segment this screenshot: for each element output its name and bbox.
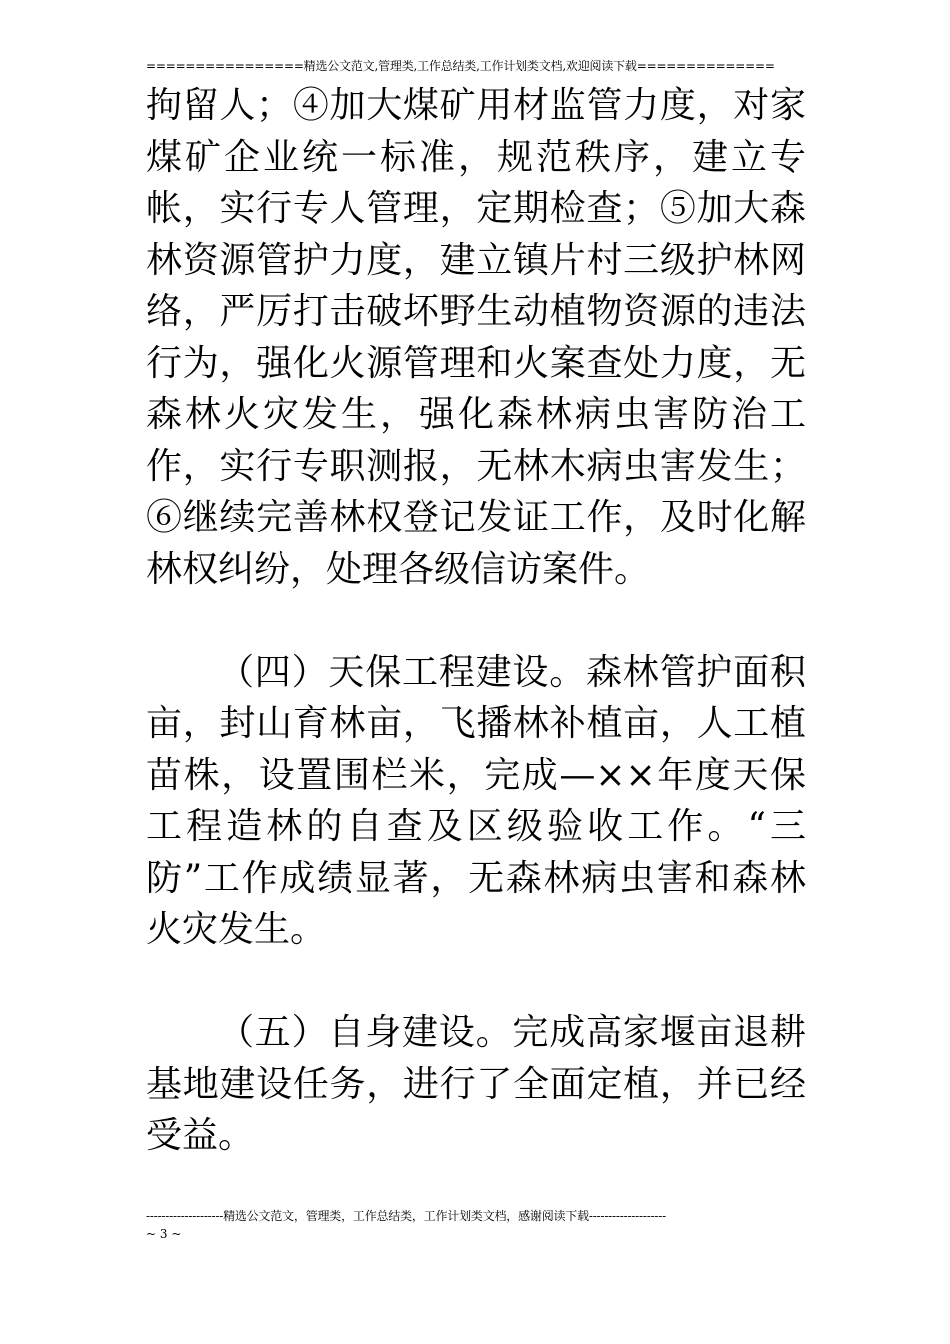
- paragraph-section-four: （四）天保工程建设。森林管护面积亩，封山育林亩，飞播林补植亩，人工植苗株，设置围栏米，完成—××年度天保工程造林的自查及区级验收工作。“三防”工作成绩显著，无森林病虫害和森林火灾发生。: [146, 651, 806, 950]
- paragraph-continued: 拘留人；④加大煤矿用材监管力度，对家煤矿企业统一标准，规范秩序，建立专帐，实行专人管理，定期检查；⑤加大森林资源管护力度，建立镇片村三级护林网络，严厉打击破坏野生动植物资源的违法行为，强化火源管理和火案查处力度，无森林火灾发生，强化森林病虫害防治工作，实行专职测报，无林木病虫害发生；⑥继续完善林权登记发证工作，及时化解林权纠纷，处理各级信访案件。: [146, 85, 806, 590]
- page-header: ================精选公文范文,管理类,工作总结类,工作计划类文档,欢迎阅读下载==============: [146, 59, 775, 73]
- page-number: ~ 3 ~: [146, 1227, 182, 1241]
- document-body: [146, 80, 806, 1162]
- page-footer: --------------------精选公文范文，管理类，工作总结类，工作计划类文档，感谢阅读下载--------------------: [146, 1209, 666, 1223]
- paragraph-section-five: （五）自身建设。完成高家堰亩退耕基地建设任务，进行了全面定植，并已经受益。: [146, 1012, 806, 1156]
